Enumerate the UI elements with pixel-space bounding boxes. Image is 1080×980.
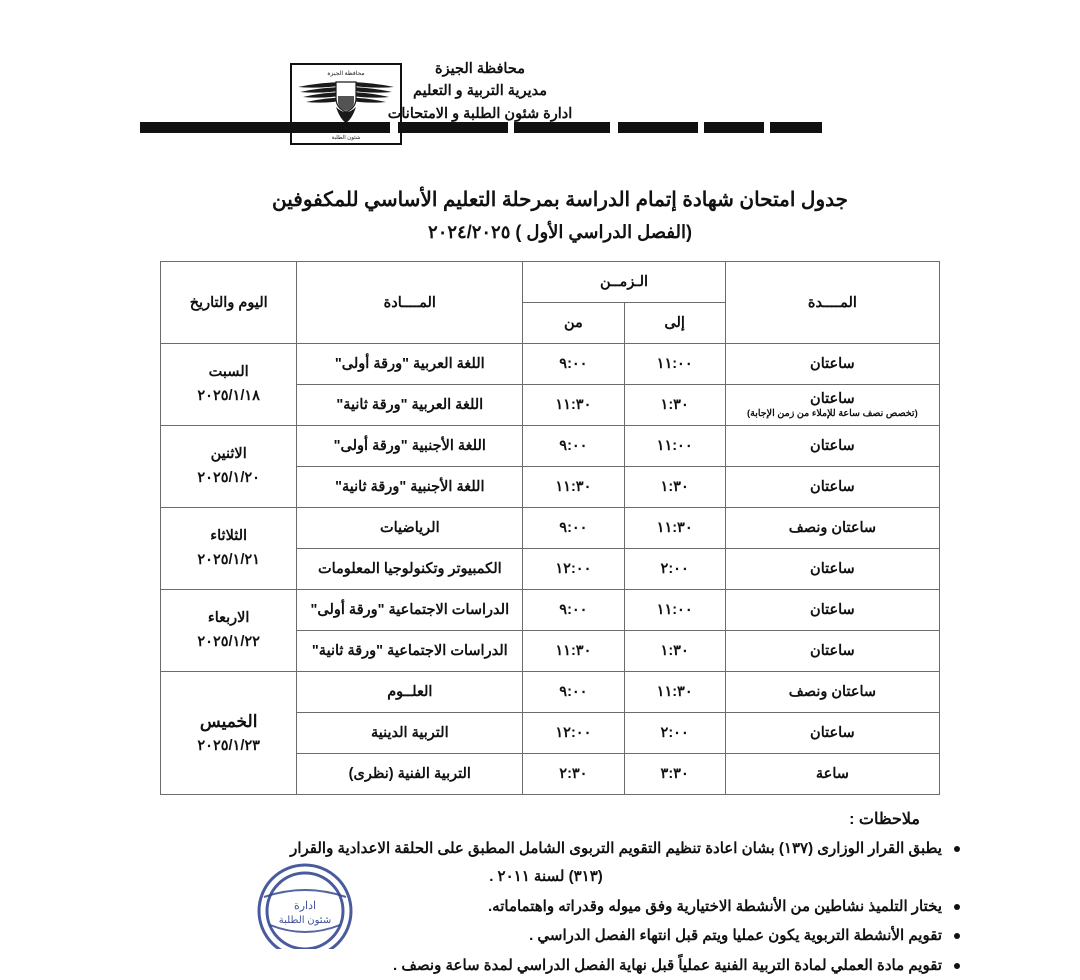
cell-subject: اللغة العربية "ورقة ثانية" bbox=[297, 385, 523, 426]
cell-time-to: ١١:٠٠ bbox=[624, 344, 725, 385]
cell-subject: الكمبيوتر وتكنولوجيا المعلومات bbox=[297, 549, 523, 590]
day-name: الاثنين bbox=[210, 446, 247, 463]
cell-day-date bbox=[161, 426, 297, 508]
header-authority-lines bbox=[0, 58, 1080, 125]
day-name: السبت bbox=[208, 364, 249, 381]
note-text: تقويم مادة العملي لمادة التربية الفنية عملياً قبل نهاية الفصل الدراسي لمدة ساعة ونصف . bbox=[393, 957, 942, 974]
cell-duration: ساعتان bbox=[725, 713, 939, 754]
cell-time-from: ١٢:٠٠ bbox=[523, 549, 624, 590]
cell-subject: الدراسات الاجتماعية "ورقة أولى" bbox=[297, 590, 523, 631]
table-header-row-1 bbox=[161, 262, 940, 303]
rule-segment bbox=[618, 122, 698, 133]
day-name: الاربعاء bbox=[207, 610, 250, 627]
svg-text:ادارة: ادارة bbox=[293, 900, 317, 912]
cell-time-from: ٩:٠٠ bbox=[523, 426, 624, 467]
cell-time-to: ١:٣٠ bbox=[624, 631, 725, 672]
table-row bbox=[161, 344, 940, 385]
header-time-to: إلى bbox=[624, 303, 725, 344]
document-header bbox=[0, 0, 1080, 141]
notes-title: ملاحظات : bbox=[849, 811, 920, 828]
page-subtitle: (الفصل الدراسي الأول ) ٢٠٢٤/٢٠٢٥ bbox=[428, 222, 692, 242]
rule-segment bbox=[398, 122, 508, 133]
header-line-department: ادارة شئون الطلبة و الامتحانات bbox=[387, 105, 573, 122]
cell-time-from: ١٢:٠٠ bbox=[523, 713, 624, 754]
cell-time-to: ١١:٠٠ bbox=[624, 590, 725, 631]
note-continuation: (٣١٣) لسنة ٢٠١١ . bbox=[489, 867, 603, 885]
cell-time-from: ٩:٠٠ bbox=[523, 672, 624, 713]
header-divider-rule bbox=[140, 122, 840, 134]
rule-segment bbox=[770, 122, 822, 133]
cell-subject: التربية الدينية bbox=[297, 713, 523, 754]
duration-text: ساعتان bbox=[810, 356, 855, 372]
note-text: يختار التلميذ نشاطين من الأنشطة الاختيارية وفق ميوله وقدراته واهتماماته. bbox=[487, 897, 942, 915]
day-date: ٢٠٢٥/١/٢٠ bbox=[197, 469, 260, 486]
cell-day-date bbox=[161, 344, 297, 426]
cell-subject: اللغة الأجنبية "ورقة أولى" bbox=[297, 426, 523, 467]
table-row bbox=[161, 426, 940, 467]
cell-subject: اللغة الأجنبية "ورقة ثانية" bbox=[297, 467, 523, 508]
cell-time-from: ٢:٣٠ bbox=[523, 754, 624, 795]
duration-note: (تخصص نصف ساعة للإملاء من زمن الإجابة) bbox=[747, 408, 918, 419]
cell-duration: ساعة bbox=[725, 754, 939, 795]
cell-subject: اللغة العربية "ورقة أولى" bbox=[297, 344, 523, 385]
cell-duration: ساعتان bbox=[725, 467, 939, 508]
note-text: يطبق القرار الوزارى (١٣٧) بشان اعادة تنظيم التقويم التربوى الشامل المطبق على الحلقة الاعدادية والقرار bbox=[290, 840, 942, 857]
cell-day-date bbox=[161, 508, 297, 590]
header-subject: المــــادة bbox=[297, 262, 523, 344]
cell-subject: التربية الفنية (نظرى) bbox=[297, 754, 523, 795]
rule-segment bbox=[514, 122, 610, 133]
cell-time-to: ٢:٠٠ bbox=[624, 549, 725, 590]
header-line-governorate: محافظة الجيزة bbox=[435, 61, 525, 77]
list-item bbox=[150, 952, 962, 980]
official-stamp bbox=[230, 839, 380, 949]
cell-duration: ساعتان bbox=[725, 631, 939, 672]
note-text: تقويم الأنشطة التربوية يكون عمليا ويتم قبل انتهاء الفصل الدراسي . bbox=[529, 927, 942, 945]
day-name: الخميس bbox=[199, 711, 258, 731]
header-duration: المــــدة bbox=[725, 262, 939, 344]
cell-time-to: ٢:٠٠ bbox=[624, 713, 725, 754]
rule-segment bbox=[704, 122, 764, 133]
cell-time-from: ١١:٣٠ bbox=[523, 467, 624, 508]
stamp-icon bbox=[230, 839, 380, 949]
day-name: الثلاثاء bbox=[210, 528, 248, 545]
cell-duration: ساعتان bbox=[725, 549, 939, 590]
table-row bbox=[161, 590, 940, 631]
cell-time-to: ٣:٣٠ bbox=[624, 754, 725, 795]
svg-text:شئون الطلبة: شئون الطلبة bbox=[278, 915, 332, 926]
table-body bbox=[161, 344, 940, 795]
table-row bbox=[161, 508, 940, 549]
exam-schedule-table bbox=[160, 261, 940, 795]
cell-subject: العلــوم bbox=[297, 672, 523, 713]
cell-time-from: ١١:٣٠ bbox=[523, 385, 624, 426]
page-title: جدول امتحان شهادة إتمام الدراسة بمرحلة التعليم الأساسي للمكفوفين bbox=[272, 189, 848, 211]
header-day-date: اليوم والتاريخ bbox=[161, 262, 297, 344]
header-line-directorate: مديرية التربية و التعليم bbox=[413, 83, 547, 100]
day-date: ٢٠٢٥/١/٢٢ bbox=[197, 633, 260, 650]
cell-time-to: ١١:٠٠ bbox=[624, 426, 725, 467]
cell-time-from: ٩:٠٠ bbox=[523, 590, 624, 631]
cell-day-date bbox=[161, 672, 297, 795]
duration-text: ساعتان bbox=[810, 391, 855, 407]
day-date: ٢٠٢٥/١/١٨ bbox=[197, 387, 260, 404]
header-time-group: الـزمــن bbox=[523, 262, 726, 303]
svg-text:محافظة الجيزة: محافظة الجيزة bbox=[327, 71, 365, 77]
cell-time-from: ١١:٣٠ bbox=[523, 631, 624, 672]
cell-duration bbox=[725, 385, 939, 426]
cell-duration: ساعتان ونصف bbox=[725, 672, 939, 713]
table-row bbox=[161, 672, 940, 713]
cell-subject: الرياضيات bbox=[297, 508, 523, 549]
cell-subject: الدراسات الاجتماعية "ورقة ثانية" bbox=[297, 631, 523, 672]
cell-day-date bbox=[161, 590, 297, 672]
cell-time-to: ١١:٣٠ bbox=[624, 508, 725, 549]
header-time-from: من bbox=[523, 303, 624, 344]
table-head bbox=[161, 262, 940, 344]
cell-time-to: ١:٣٠ bbox=[624, 385, 725, 426]
svg-text:شئون الطلبة: شئون الطلبة bbox=[331, 135, 361, 141]
cell-duration: ساعتان ونصف bbox=[725, 508, 939, 549]
cell-duration: ساعتان bbox=[725, 590, 939, 631]
exam-schedule-table-container bbox=[160, 261, 940, 795]
cell-time-from: ٩:٠٠ bbox=[523, 508, 624, 549]
cell-duration bbox=[725, 344, 939, 385]
day-date: ٢٠٢٥/١/٢٣ bbox=[197, 738, 260, 754]
day-date: ٢٠٢٥/١/٢١ bbox=[197, 551, 260, 568]
rule-segment bbox=[140, 122, 390, 133]
cell-time-to: ١:٣٠ bbox=[624, 467, 725, 508]
cell-time-to: ١١:٣٠ bbox=[624, 672, 725, 713]
cell-duration: ساعتان bbox=[725, 426, 939, 467]
cell-time-from: ٩:٠٠ bbox=[523, 344, 624, 385]
